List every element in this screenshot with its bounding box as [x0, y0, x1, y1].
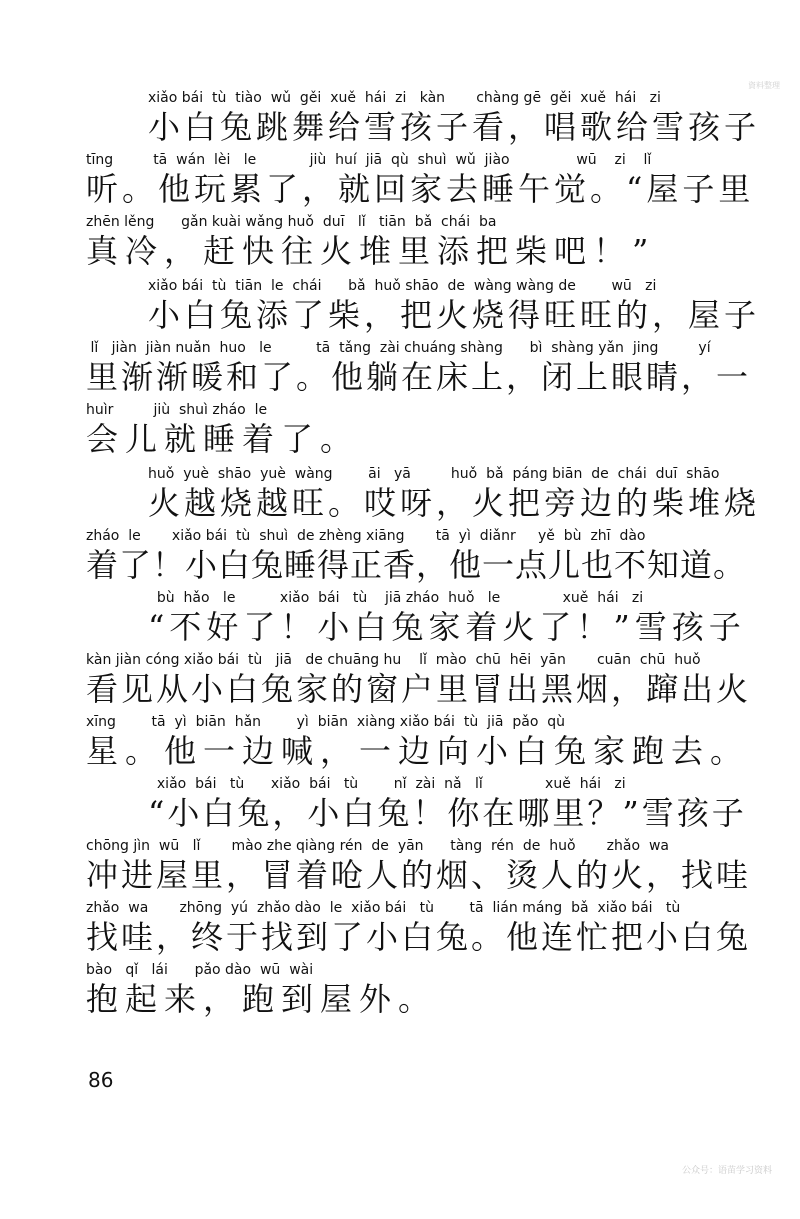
- pinyin-line: xiǎo bái tù tiào wǔ gěi xuě hái zi kàn chàng gē gěi xuě hái zi: [148, 90, 661, 106]
- pinyin-line: xīng tā yì biān hǎn yì biān xiàng xiǎo bái tù jiā pǎo qù: [86, 714, 566, 730]
- pinyin-line: huǒ yuè shāo yuè wàng āi yā huǒ bǎ páng biān de chái duī shāo: [148, 466, 720, 482]
- pinyin-line: zháo le xiǎo bái tù shuì de zhèng xiāng tā yì diǎnr yě bù zhī dào: [86, 528, 646, 544]
- pinyin-line: zhǎo wa zhōng yú zhǎo dào le xiǎo bái tù tā lián máng bǎ xiǎo bái tù: [86, 900, 681, 916]
- hanzi-line: “不好了！小白兔家着火了！”雪孩子: [148, 608, 746, 646]
- pinyin-line: tīng tā wán lèi le jiù huí jiā qù shuì wǔ jiào wū zi lǐ: [86, 152, 652, 168]
- pinyin-line: kàn jiàn cóng xiǎo bái tù jiā de chuāng hu lǐ mào chū hēi yān cuān chū huǒ: [86, 652, 701, 668]
- pinyin-line: chōng jìn wū lǐ mào zhe qiàng rén de yān tàng rén de huǒ zhǎo wa: [86, 838, 669, 854]
- hanzi-line: 星。他一边喊，一边向小白兔家跑去。: [86, 732, 750, 770]
- watermark-bottom: 公众号：语苗学习资料: [681, 1166, 772, 1176]
- pinyin-line: xiǎo bái tù tiān le chái bǎ huǒ shāo de wàng wàng de wū zi: [148, 278, 657, 294]
- hanzi-line: 抱起来，跑到屋外。: [86, 980, 438, 1018]
- hanzi-line: 找哇，终于找到了小白兔。他连忙把小白兔: [86, 918, 752, 956]
- hanzi-line: 看见从小白兔家的窗户里冒出黑烟，蹿出火: [86, 670, 752, 708]
- hanzi-line: 小白兔添了柴，把火烧得旺旺的，屋子: [148, 296, 761, 334]
- watermark-top: 資料整理: [748, 81, 780, 90]
- hanzi-line: 真冷，赶快往火堆里添把柴吧！”: [86, 232, 656, 270]
- hanzi-line: 小白兔跳舞给雪孩子看，唱歌给雪孩子: [148, 108, 761, 146]
- pinyin-line: zhēn lěng gǎn kuài wǎng huǒ duī lǐ tiān bǎ chái ba: [86, 214, 497, 230]
- pinyin-line: xiǎo bái tù xiǎo bái tù nǐ zài nǎ lǐ xuě hái zi: [148, 776, 626, 792]
- hanzi-line: 火越烧越旺。哎呀，火把旁边的柴堆烧: [148, 484, 761, 522]
- pinyin-line: bù hǎo le xiǎo bái tù jiā zháo huǒ le xuě hái zi: [148, 590, 644, 606]
- hanzi-line: “小白兔，小白兔！你在哪里？”雪孩子: [148, 794, 747, 832]
- hanzi-line: 着了！小白兔睡得正香，他一点儿也不知道。: [86, 546, 747, 584]
- pinyin-line: lǐ jiàn jiàn nuǎn huo le tā tǎng zài chuáng shàng bì shàng yǎn jing yí: [86, 340, 711, 356]
- hanzi-line: 会儿就睡着了。: [86, 420, 360, 458]
- hanzi-line: 冲进屋里，冒着呛人的烟、烫人的火，找哇: [86, 856, 752, 894]
- pinyin-line: huìr jiù shuì zháo le: [86, 402, 268, 418]
- hanzi-line: 里渐渐暖和了。他躺在床上，闭上眼睛，一: [86, 358, 752, 396]
- hanzi-line: 听。他玩累了，就回家去睡午觉。“屋子里: [86, 170, 755, 208]
- page-number: 86: [88, 1068, 114, 1092]
- pinyin-line: bào qǐ lái pǎo dào wū wài: [86, 962, 314, 978]
